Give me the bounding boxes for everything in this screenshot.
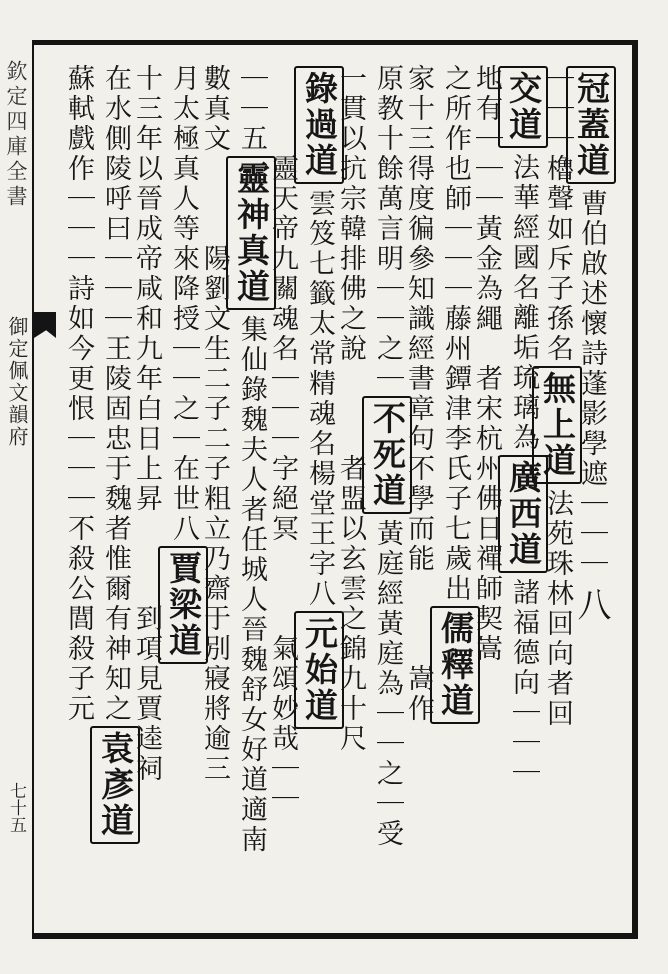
column-text: 數真文 [199, 64, 230, 154]
column-text: 蘇軾戲作｜｜｜詩如今更恨｜｜｜不殺公閭殺子元 [63, 64, 94, 724]
column-text: 法華經國名離垢琉璃為 [508, 153, 539, 453]
gutter-book-title: 御定佩文韻府 [5, 316, 29, 448]
entry-heading: 無上道 [532, 366, 582, 484]
entry-heading: 賈梁道 [158, 546, 208, 664]
column-text-2: 者盟以玄雲之錦九十尺 [335, 454, 366, 754]
column-text: 十三年以晉成帝咸和九年白日上昇 [131, 64, 162, 514]
page-gutter [0, 0, 34, 974]
text-column-16 [56, 64, 100, 920]
column-text-2: 法苑珠林回向者回 [542, 489, 573, 729]
column-text-2: 者宋杭州佛日禪師契嵩 [471, 364, 502, 664]
column-marker: 八 [571, 587, 611, 624]
column-text-2: 到項見賈逵祠 [131, 604, 162, 784]
gutter-collection-title: 欽定四庫全書 [4, 60, 28, 210]
entry-heading: 靈神真道 [226, 156, 276, 310]
column-text-2: 黃庭經黃庭為｜｜之｜受 [372, 519, 403, 849]
column-text: 雲笈七籤太常精魂名楊堂王字八 [304, 189, 335, 609]
gutter-page-number: 七十五 [6, 782, 26, 833]
column-text: 曹伯啟述懷詩蓬影學遮｜｜｜ [576, 189, 607, 579]
column-text: 靈天帝九關魂名｜｜｜字絕冥 [267, 154, 298, 544]
column-text: 月太極真人等來降授｜｜之｜在世八 [168, 64, 199, 544]
entry-heading: 冠蓋道 [566, 66, 616, 184]
column-text: ｜｜｜櫓聲如斥子孫名 [542, 64, 573, 364]
column-text-2: 集仙錄魏夫人者任城人晉魏舒女好道適南 [236, 315, 267, 855]
column-text-2: 陽劉文生二子二子粗立乃齋于別寢將逾三 [199, 244, 230, 784]
entry-heading-2: 元始道 [294, 611, 344, 729]
entry-heading: 不死道 [362, 396, 412, 514]
entry-heading: 交道 [498, 66, 548, 148]
entry-heading: 錄過道 [294, 66, 344, 184]
column-text-2: 嵩作 [403, 664, 434, 724]
entry-heading: 袁彥道 [90, 726, 140, 844]
column-text: 一貫以抗宗韓排佛之說 [335, 64, 366, 364]
column-text: 在水側陵呼曰｜｜｜王陵固忠于魏者惟爾有神知之 [100, 64, 131, 724]
entry-heading: 儒釋道 [430, 606, 480, 724]
column-text: 家十三得度徧參知識經書章句不學而能 [403, 64, 434, 574]
entry-heading-2: 廣西道 [498, 455, 548, 573]
column-text: ｜｜五 [236, 64, 267, 154]
column-text-2: 氣頌妙哉｜｜ [267, 634, 298, 814]
column-text: 原教十餘萬言明｜｜之｜ [372, 64, 403, 394]
column-text-2: 諸福德向｜｜｜ [508, 578, 539, 788]
column-text: 之所作也師｜｜｜藤州鐔津李氏子七歲出 [440, 64, 471, 604]
column-text: 地有｜｜｜黃金為繩 [471, 64, 502, 334]
